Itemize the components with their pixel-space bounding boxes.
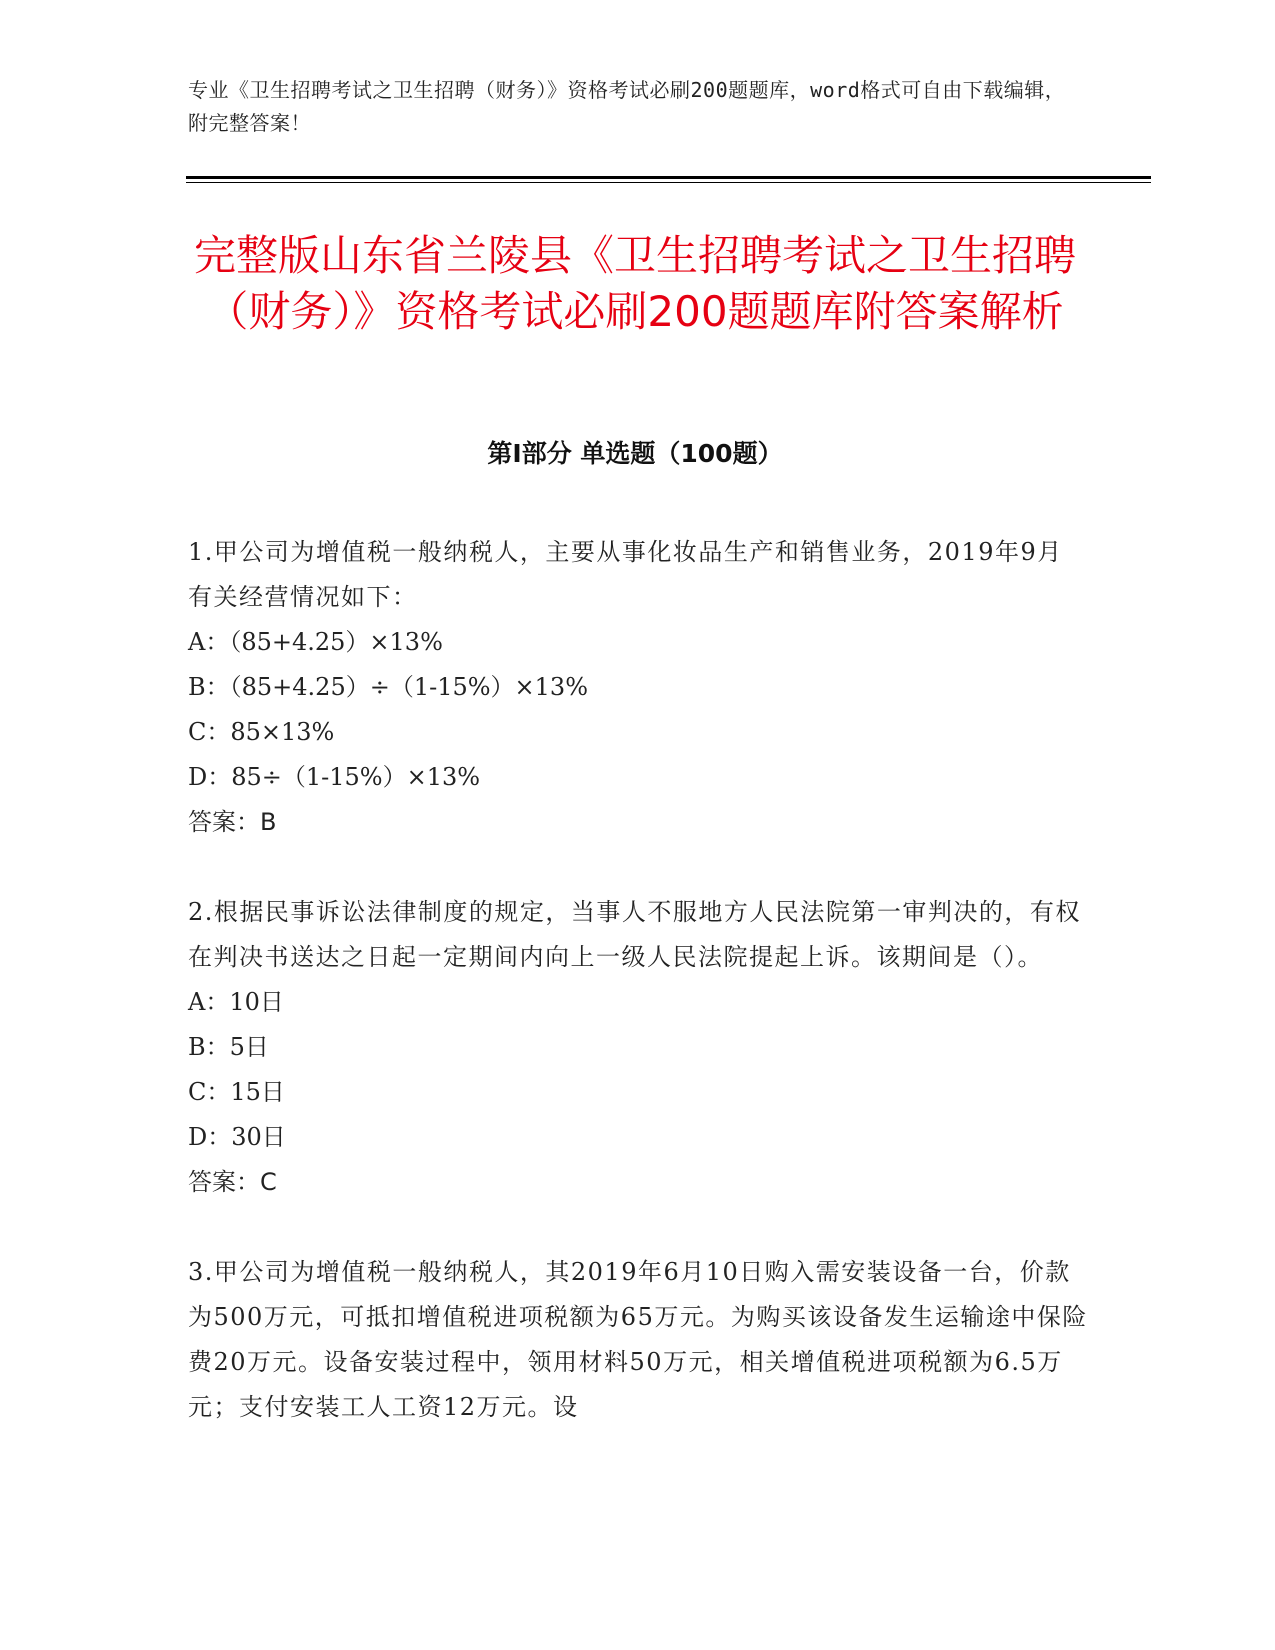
option-d: D：30日 — [188, 1123, 286, 1151]
question-3 — [188, 1250, 1088, 1430]
question-stem: 1.甲公司为增值税一般纳税人，主要从事化妆品生产和销售业务，2019年9月有关经营情况如下： — [188, 538, 1063, 611]
answer: 答案：C — [188, 1168, 277, 1196]
answer: 答案：B — [188, 808, 277, 836]
document-title: 完整版山东省兰陵县《卫生招聘考试之卫生招聘（财务）》资格考试必刷200题题库附答案解析 — [193, 231, 1076, 336]
option-a: A：（85+4.25）×13% — [188, 628, 443, 656]
question-stem: 2.根据民事诉讼法律制度的规定，当事人不服地方人民法院第一审判决的，有权在判决书送达之日起一定期间内向上一级人民法院提起上诉。该期间是（）。 — [188, 898, 1081, 971]
question-1 — [188, 530, 1088, 845]
question-list — [188, 530, 1088, 1475]
header-rule-thin — [186, 182, 1151, 183]
question-2 — [188, 890, 1088, 1205]
option-d: D：85÷（1-15%）×13% — [188, 763, 481, 791]
option-a: A：10日 — [188, 988, 284, 1016]
option-b: B：5日 — [188, 1033, 269, 1061]
header-note: 专业《卫生招聘考试之卫生招聘（财务）》资格考试必刷200题题库，word格式可自由下载编辑，附完整答案！ — [188, 78, 1066, 135]
option-c: C：85×13% — [188, 718, 335, 746]
header-rule-thick — [186, 176, 1151, 179]
question-stem: 3.甲公司为增值税一般纳税人，其2019年6月10日购入需安装设备一台，价款为500万元，可抵扣增值税进项税额为65万元。为购买该设备发生运输途中保险费20万元。设备安装过程中，领用材料50万元，相关增值税进项税额为6.5万元；支付安装工人工资12万元。设 — [188, 1258, 1088, 1421]
option-c: C：15日 — [188, 1078, 285, 1106]
option-b: B：（85+4.25）÷（1-15%）×13% — [188, 673, 589, 701]
section-title: 第Ⅰ部分 单选题（100题） — [487, 439, 783, 468]
